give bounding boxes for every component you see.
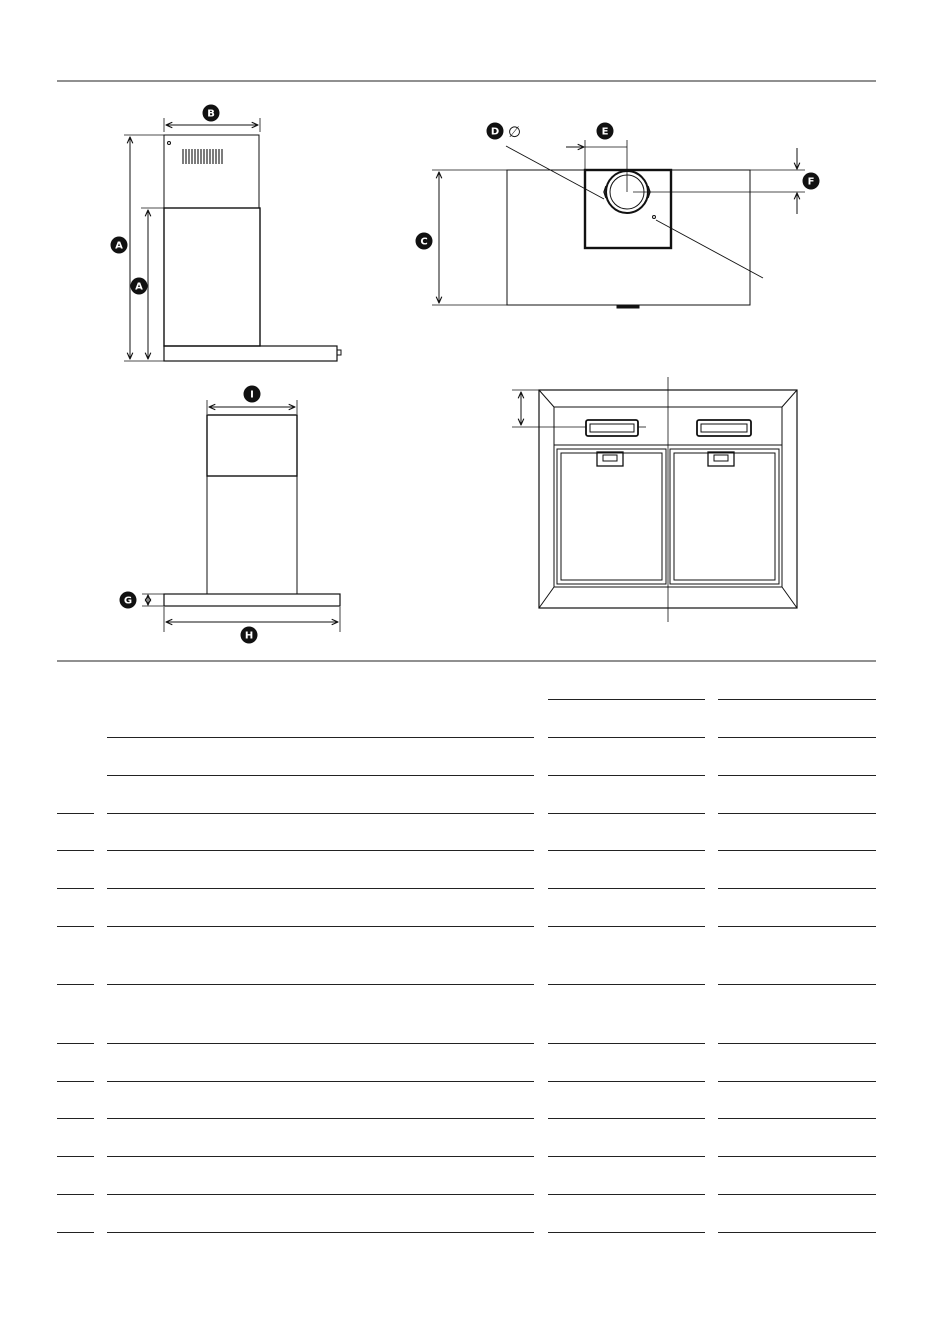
table-row-rule — [107, 1194, 534, 1195]
table-row-rule — [548, 926, 705, 927]
table-row-rule — [57, 984, 94, 985]
table-header-rule — [548, 699, 705, 700]
table-row-rule — [548, 1118, 705, 1119]
table-row-rule — [57, 926, 94, 927]
svg-text:H: H — [244, 630, 254, 642]
table-row-rule — [548, 1156, 705, 1157]
svg-text:G: G — [123, 595, 133, 607]
table-row-rule — [107, 1118, 534, 1119]
table-row-rule — [718, 813, 876, 814]
table-row-rule — [107, 850, 534, 851]
table-row-rule — [548, 775, 705, 776]
table-row-rule — [107, 926, 534, 927]
table-row-rule — [107, 1043, 534, 1044]
table-row-rule — [718, 984, 876, 985]
table-row-rule — [107, 737, 534, 738]
table-row-rule — [718, 926, 876, 927]
table-header-rule — [718, 699, 876, 700]
table-row-rule — [57, 888, 94, 889]
table-row-rule — [718, 1043, 876, 1044]
table-row-rule — [57, 850, 94, 851]
table-row-rule — [107, 1232, 534, 1233]
table-row-rule — [718, 737, 876, 738]
table-row-rule — [57, 1156, 94, 1157]
table-row-rule — [548, 1081, 705, 1082]
svg-text:A: A — [135, 281, 143, 293]
svg-text:D: D — [490, 126, 500, 138]
table-row-rule — [718, 1081, 876, 1082]
table-row-rule — [548, 813, 705, 814]
table-row-rule — [548, 737, 705, 738]
table-row-rule — [548, 1043, 705, 1044]
table-row-rule — [107, 813, 534, 814]
svg-text:F: F — [807, 176, 815, 188]
table-row-rule — [57, 1043, 94, 1044]
table-row-rule — [718, 888, 876, 889]
table-row-rule — [57, 813, 94, 814]
svg-text:B: B — [207, 108, 215, 120]
table-row-rule — [107, 1081, 534, 1082]
table-row-rule — [548, 1194, 705, 1195]
table-row-rule — [718, 1118, 876, 1119]
svg-text:E: E — [601, 126, 609, 138]
table-row-rule — [548, 984, 705, 985]
diameter-symbol: ∅ — [508, 123, 522, 141]
table-row-rule — [107, 984, 534, 985]
table-row-rule — [718, 1194, 876, 1195]
table-row-rule — [107, 888, 534, 889]
table-row-rule — [548, 1232, 705, 1233]
table-row-rule — [57, 1232, 94, 1233]
table-row-rule — [548, 888, 705, 889]
svg-text:A: A — [115, 240, 123, 252]
table-row-rule — [57, 1081, 94, 1082]
table-row-rule — [107, 775, 534, 776]
table-row-rule — [718, 1232, 876, 1233]
table-row-rule — [718, 775, 876, 776]
table-row-rule — [718, 850, 876, 851]
svg-text:I: I — [250, 389, 254, 401]
table-row-rule — [548, 850, 705, 851]
table-row-rule — [57, 1118, 94, 1119]
svg-text:C: C — [420, 236, 428, 248]
table-row-rule — [718, 1156, 876, 1157]
table-row-rule — [57, 1194, 94, 1195]
table-row-rule — [107, 1156, 534, 1157]
